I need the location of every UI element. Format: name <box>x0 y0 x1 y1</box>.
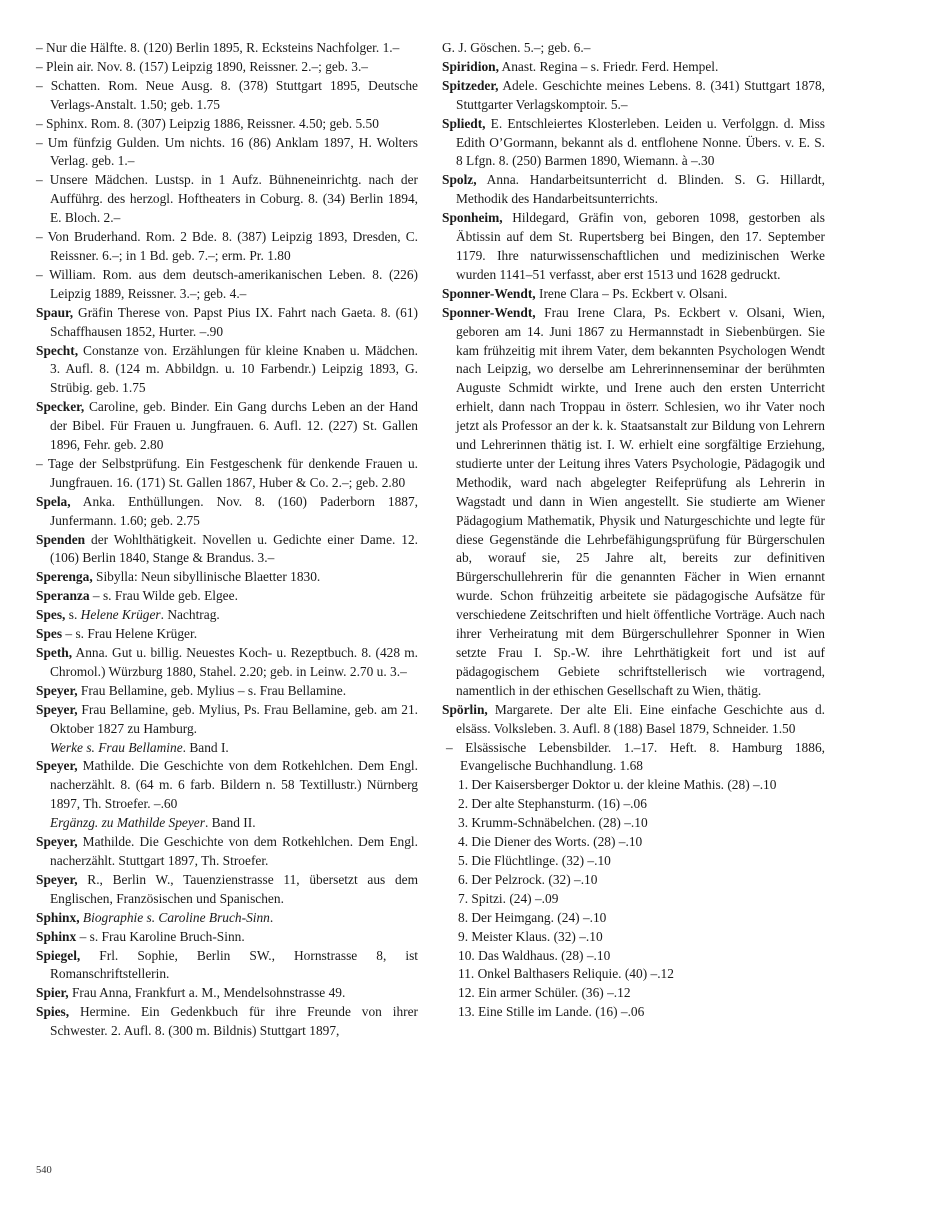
entry-headword: Speyer, <box>36 701 78 717</box>
entry <box>442 209 825 285</box>
entry-text: Constanze von. Erzählungen für kleine Knaben u. Mädchen. 3. Aufl. 8. (124 m. Abbildgn. u. 10 Farbendr.) Leipzig 1893, G. Strübig. geb. 1.75 <box>50 342 418 396</box>
entry-headword: Speyer, <box>36 758 78 774</box>
entry-text: s. <box>65 607 81 623</box>
list-item <box>442 871 825 890</box>
entry <box>442 739 825 777</box>
entry-headword: Spörlin, <box>442 701 488 717</box>
entry <box>36 833 418 871</box>
entry-headword: Speyer, <box>36 871 78 887</box>
entry-text: Frau Bellamine, geb. Mylius, Ps. Frau Bellamine, geb. am 21. Oktober 1827 zu Hamburg. <box>50 701 418 736</box>
entry <box>36 228 418 266</box>
entry-text-tail: . Band II. <box>204 815 256 831</box>
entry <box>36 701 418 739</box>
entry <box>36 1003 418 1041</box>
entry-headword: Spes <box>36 626 63 642</box>
entry-text: – Sphinx. Rom. 8. (307) Leipzig 1886, Reissner. 4.50; geb. 5.50 <box>36 115 379 131</box>
entry <box>442 171 825 209</box>
entry-text: 11. Onkel Balthasers Reliquie. (40) –.12 <box>458 966 674 982</box>
entry-reference: Biographie s. Caroline Bruch-Sinn <box>82 909 270 925</box>
list-item <box>442 909 825 928</box>
list-item <box>442 795 825 814</box>
entry-reference: Ergänzg. zu Mathilde Speyer <box>50 815 205 831</box>
entry-text: Anka. Enthüllungen. Nov. 8. (160) Paderborn 1887, Junfermann. 1.60; geb. 2.75 <box>50 493 418 528</box>
list-item <box>442 852 825 871</box>
entry <box>36 493 418 531</box>
entry-text-tail: . Band I. <box>182 739 229 755</box>
list-item <box>442 776 825 795</box>
entry-headword: Specht, <box>36 342 79 358</box>
entry <box>36 814 418 833</box>
entry <box>442 701 825 739</box>
entry-headword: Spes, <box>36 607 66 623</box>
entry-text: – Plein air. Nov. 8. (157) Leipzig 1890, Reissner. 2.–; geb. 3.– <box>36 58 368 74</box>
entry-text: Irene Clara – Ps. Eckbert v. Olsani. <box>535 285 728 301</box>
entry-headword: Spela, <box>36 493 71 509</box>
entry-text: Margarete. Der alte Eli. Eine einfache Geschichte aus d. elsäss. Volksleben. 3. Aufl. 8 (188) Basel 1879, Schneider. 1.50 <box>456 701 825 736</box>
entry-headword: Sperenga, <box>36 569 93 585</box>
entry-text: Hildegard, Gräfin von, geboren 1098, gestorben als Äbtissin auf dem St. Rupertsberg bei Bingen, den 17. September 1179. Ihre naturwissenschaftlichen und medizinischen Werke wurden 1141–51 verfasst, aber erst 1513 und 1628 gedruckt. <box>456 210 825 282</box>
left-column <box>36 39 418 1041</box>
entry-text: Frl. Sophie, Berlin SW., Hornstrasse 8, ist Romanschriftstellerin. <box>50 947 418 982</box>
entry-text: 1. Der Kaisersberger Doktor u. der kleine Mathis. (28) –.10 <box>458 777 777 793</box>
entry-text: – Unsere Mädchen. Lustsp. in 1 Aufz. Bühneneinrichtg. nach der Aufführg. des herzogl. Hoftheaters in Coburg. 8. (34) Berlin 1894, E. Bloch. 2.– <box>36 172 418 226</box>
entry <box>36 909 418 928</box>
list-item <box>442 965 825 984</box>
entry-text: – William. Rom. aus dem deutsch-amerikanischen Leben. 8. (226) Leipzig 1889, Reissner. 3.–; geb. 4.– <box>36 266 418 301</box>
entry <box>36 115 418 134</box>
entry-headword: Sponheim, <box>442 210 503 226</box>
entry <box>442 285 825 304</box>
right-column <box>442 39 825 1022</box>
entry-text: 10. Das Waldhaus. (28) –.10 <box>458 947 611 963</box>
entry-headword: Speyer, <box>36 834 78 850</box>
entry-headword: Sphinx <box>36 928 77 944</box>
entry <box>36 342 418 399</box>
entry-text: Frau Bellamine, geb. Mylius – s. Frau Bellamine. <box>77 682 347 698</box>
entry <box>36 531 418 569</box>
entry-text: – Von Bruderhand. Rom. 2 Bde. 8. (387) Leipzig 1893, Dresden, C. Reissner. 6.–; in 1 Bd. geb. 7.–; erm. Pr. 1.80 <box>36 229 418 263</box>
entry-text: 4. Die Diener des Worts. (28) –.10 <box>458 834 643 850</box>
entry-headword: Sponner-Wendt, <box>442 304 536 320</box>
entry <box>36 455 418 493</box>
entry-text: – s. Frau Helene Krüger. <box>62 626 198 642</box>
entry-headword: Sphinx, <box>36 909 80 925</box>
entry <box>36 682 418 701</box>
entry <box>36 606 418 625</box>
entry-text: 3. Krumm-Schnäbelchen. (28) –.10 <box>458 815 648 831</box>
entry-text: Hermine. Ein Gedenkbuch für ihre Freunde von ihrer Schwester. 2. Aufl. 8. (300 m. Bildnis) Stuttgart 1897, <box>50 1004 418 1039</box>
entry-text: 2. Der alte Stephansturm. (16) –.06 <box>458 796 647 812</box>
entry-text: R., Berlin W., Tauenzienstrasse 11, übersetzt aus dem Englischen, Französischen und Spanischen. <box>50 871 418 906</box>
entry-text: 5. Die Flüchtlinge. (32) –.10 <box>458 852 611 868</box>
entry <box>36 739 418 758</box>
entry-text-tail: . Nachtrag. <box>160 607 220 623</box>
entry-headword: Speth, <box>36 645 73 660</box>
entry-text: Mathilde. Die Geschichte von dem Rotkehlchen. Dem Engl. nacherzählt. Stuttgart 1897, Th. Stroefer. <box>50 834 418 868</box>
entry-headword: Spolz, <box>442 172 477 188</box>
entry-text: Gräfin Therese von. Papst Pius IX. Fahrt nach Gaeta. 8. (61) Schaffhausen 1852, Hurter. –.90 <box>50 304 418 339</box>
entry <box>36 568 418 587</box>
entry-text: – Tage der Selbstprüfung. Ein Festgeschenk für denkende Frauen u. Jungfrauen. 16. (171) St. Gallen 1867, Huber & Co. 2.–; geb. 2.80 <box>36 455 418 490</box>
entry <box>36 928 418 947</box>
entry <box>36 947 418 985</box>
entry-text: der Wohlthätigkeit. Novellen u. Gedichte einer Dame. 12. (106) Berlin 1840, Stange & Brandus. 3.– <box>50 531 418 566</box>
entry-text: 7. Spitzi. (24) –.09 <box>458 890 559 906</box>
entry-text: – Elsässische Lebensbilder. 1.–17. Heft. 8. Hamburg 1886, Evangelische Buchhandlung. 1.68 <box>446 739 825 774</box>
entry <box>36 304 418 342</box>
entry <box>442 58 825 77</box>
entry <box>36 134 418 172</box>
entry-text: 12. Ein armer Schüler. (36) –.12 <box>458 985 631 1001</box>
entry <box>36 77 418 115</box>
entry-headword: Sponner-Wendt, <box>442 285 536 301</box>
entry <box>442 115 825 172</box>
entry-text: Frau Anna, Frankfurt a. M., Mendelsohnstrasse 49. <box>68 985 346 1001</box>
entry-text-tail: . <box>269 909 274 925</box>
entry-text: – Um fünfzig Gulden. Um nichts. 16 (86) Anklam 1897, H. Wolters Verlag. geb. 1.– <box>36 134 418 169</box>
entry <box>36 871 418 909</box>
entry-text: Sibylla: Neun sibyllinische Blaetter 1830. <box>92 569 321 585</box>
entry-text: 8. Der Heimgang. (24) –.10 <box>458 909 607 925</box>
entry-reference: Helene Krüger <box>80 607 161 623</box>
entry <box>36 398 418 455</box>
entry <box>36 644 418 682</box>
entry-text: Frau Irene Clara, Ps. Eckbert v. Olsani, Wien, geboren am 14. Juni 1867 zu Hermannstadt in Siebenbürgen. Sie kam frühzeitig mit ihrem Vater, dem bekannten Psychologen Wendt nach Leipzig, wo derselbe am Lehrerinnenseminar der berühmten Auguste Schmidt wirkte, und Irene auch den ersten Unterricht erhielt, dann nach Troppau in österr. Schlesien, wo ihr Vater noch jetzt als Professor an der k. k. Staatsanstalt zur Bildung von Lehrern und Lehrerinnen thätig ist. I. W. erhielt eine sorgfältige Erziehung, studierte unter der Leitung ihres Vaters Psychologie, Pädagogik und Methodik, ward nach abgelegter Reifeprüfung als Lehrerin in Wagstadt und dann in Wien angestellt. Sie studierte am Wiener Pädagogium Mathematik, Physik und Naturgeschichte und legte für diese Gegenstände die Lehrbefähigungsprüfung für Bürgerschulen ab, worauf sie, 25 Jahre alt, bereits zur definitiven Bürgerschullehrerin für die genannten Fächer in Wien ernannt wurde. Schon frühzeitig arbeitete sie pädagogische Aufsätze für verschiedene Zeitschriften und hielt öffentliche Vorträge. Auch nach ihrer Verheiratung mit dem Bürgerschullehrer Sponner in Wien setzte Frau I. Sp.-W. ihre Lehrthätigkeit fort und ist auf pädagogischem Gebiete schriftstellerisch wie vortragend, namentlich in der ethischen Gesellschaft zu Wien, thätig. <box>456 304 825 698</box>
entry-headword: Speranza <box>36 588 90 604</box>
entry <box>36 757 418 814</box>
entry-text: – s. Frau Wilde geb. Elgee. <box>89 588 238 604</box>
entry <box>36 984 418 1003</box>
page-number: 540 <box>36 1165 52 1176</box>
entry-text: 9. Meister Klaus. (32) –.10 <box>458 928 603 944</box>
entry <box>442 304 825 701</box>
entry-headword: Spitzeder, <box>442 77 499 93</box>
entry-text: G. J. Göschen. 5.–; geb. 6.– <box>442 40 591 55</box>
entry-text: Anast. Regina – s. Friedr. Ferd. Hempel. <box>498 58 719 74</box>
list-item <box>442 890 825 909</box>
entry-headword: Speyer, <box>36 682 78 698</box>
entry-text: Anna. Gut u. billig. Neuestes Koch- u. Rezeptbuch. 8. (428 m. Chromol.) Würzburg 1880, Stahel. 2.20; geb. in Leinw. 2.70 u. 3.– <box>50 645 418 679</box>
entry <box>442 39 825 58</box>
entry-text: Mathilde. Die Geschichte von dem Rotkehlchen. Dem Engl. nacherzählt. 8. (64 m. 6 farb. Bildern n. 58 Textillustr.) Nürnberg 1897, Th. Stroefer. –.60 <box>50 758 418 812</box>
entry-text: – Schatten. Rom. Neue Ausg. 8. (378) Stuttgart 1895, Deutsche Verlags-Anstalt. 1.50; geb. 1.75 <box>36 77 418 112</box>
entry-text: – Nur die Hälfte. 8. (120) Berlin 1895, R. Ecksteins Nachfolger. 1.– <box>36 40 400 55</box>
entry <box>36 587 418 606</box>
entry-headword: Spier, <box>36 985 69 1001</box>
entry-text: 13. Eine Stille im Lande. (16) –.06 <box>458 1004 645 1020</box>
list-item <box>442 814 825 833</box>
entry-text: E. Entschleiertes Klosterleben. Leiden u. Verfolggn. d. Miss Edith O’Gormann, bekannt als d. entflohene Nonne. Übers. v. E. S. 8 Lfgn. 8. (250) Barmen 1890, Wiemann. à –.30 <box>456 115 825 169</box>
entry-text: – s. Frau Karoline Bruch-Sinn. <box>76 928 245 944</box>
entry-headword: Spliedt, <box>442 115 486 131</box>
entry-headword: Spaur, <box>36 304 74 320</box>
entry <box>36 625 418 644</box>
entry <box>36 266 418 304</box>
entry-headword: Specker, <box>36 399 85 415</box>
entry-text: 6. Der Pelzrock. (32) –.10 <box>458 871 598 887</box>
list-item <box>442 928 825 947</box>
list-item <box>442 1003 825 1022</box>
entry-reference: Werke s. Frau Bellamine <box>50 739 183 755</box>
entry-headword: Spiegel, <box>36 947 81 963</box>
entry-headword: Spies, <box>36 1004 70 1020</box>
entry-text: Adele. Geschichte meines Lebens. 8. (341) Stuttgart 1878, Stuttgarter Verlagskomptoir. 5.– <box>456 77 825 112</box>
entry <box>36 171 418 228</box>
entry-headword: Spenden <box>36 531 86 547</box>
list-item <box>442 984 825 1003</box>
entry-text: Caroline, geb. Binder. Ein Gang durchs Leben an der Hand der Bibel. Für Frauen u. Jungfrauen. 6. Aufl. 12. (227) St. Gallen 1896, Fehr. geb. 2.80 <box>50 399 418 453</box>
list-item <box>442 833 825 852</box>
entry <box>36 58 418 77</box>
list-item <box>442 947 825 966</box>
entry-text: Anna. Handarbeitsunterricht d. Blinden. S. G. Hillardt, Methodik des Handarbeitsunterrichts. <box>456 172 825 207</box>
entry-headword: Spiridion, <box>442 58 499 74</box>
entry <box>442 77 825 115</box>
entry <box>36 39 418 58</box>
